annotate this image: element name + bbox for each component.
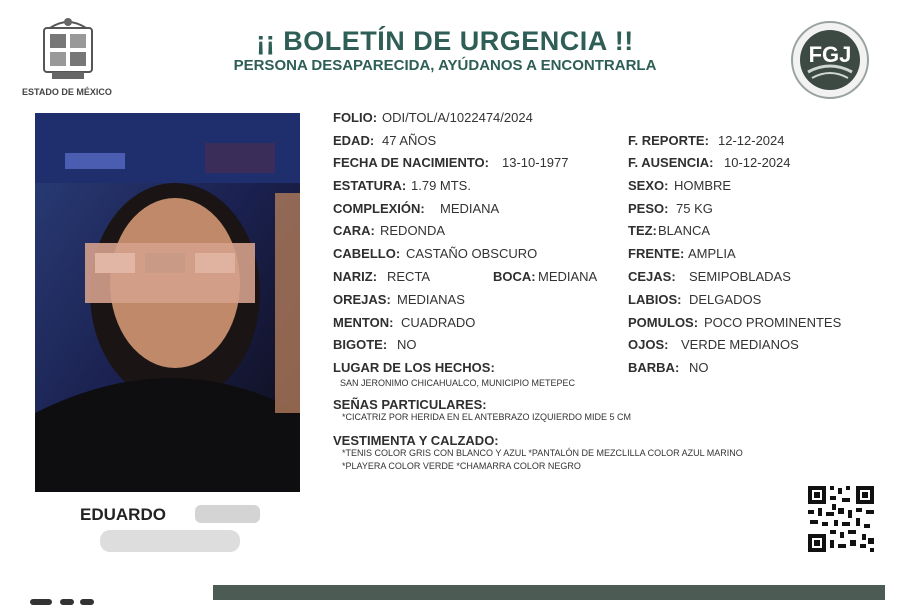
field-value: BLANCA — [658, 223, 711, 238]
field-value: MEDIANAS — [397, 292, 465, 307]
field-value: 12-12-2024 — [718, 133, 785, 148]
field-value: REDONDA — [380, 223, 446, 238]
field-label: BOCA: — [493, 269, 536, 284]
state-coat-of-arms-icon — [38, 14, 98, 82]
field-value: VERDE MEDIANOS — [681, 337, 799, 352]
field-value: 10-12-2024 — [724, 155, 791, 170]
lugar-value: SAN JERONIMO CHICAHUALCO, MUNICIPIO METEPEC — [340, 378, 576, 388]
fgj-logo — [790, 20, 870, 100]
senas-value: *CICATRIZ POR HERIDA EN EL ANTEBRAZO IZQUIERDO MIDE 5 CM — [342, 412, 632, 422]
field-label: CABELLO: — [333, 246, 401, 261]
person-name: EDUARDO — [80, 505, 166, 524]
field-label: MENTON: — [333, 315, 394, 330]
vestimenta-label: VESTIMENTA Y CALZADO: — [333, 433, 499, 448]
field-value: SEMIPOBLADAS — [689, 269, 791, 284]
field-value: MEDIANA — [440, 201, 500, 216]
field-label: F. AUSENCIA: — [628, 155, 714, 170]
field-label: PESO: — [628, 201, 669, 216]
state-label: ESTADO DE MÉXICO — [22, 87, 112, 97]
bulletin-subtitle: PERSONA DESAPARECIDA, AYÚDANOS A ENCONTRARLA — [233, 57, 657, 74]
field-label: COMPLEXIÓN: — [333, 201, 425, 216]
field-value: NO — [397, 337, 417, 352]
field-value: DELGADOS — [689, 292, 762, 307]
field-label: TEZ: — [628, 223, 657, 238]
field-value: AMPLIA — [688, 246, 736, 261]
surname-blur — [100, 530, 240, 552]
field-label: OJOS: — [628, 337, 669, 352]
field-label: BIGOTE: — [333, 337, 388, 352]
field-label: FRENTE: — [628, 246, 685, 261]
field-label: OREJAS: — [333, 292, 391, 307]
field-label: EDAD: — [333, 133, 375, 148]
field-value: 13-10-1977 — [502, 155, 569, 170]
field-value: CASTAÑO OBSCURO — [406, 246, 538, 261]
field-value: 75 KG — [676, 201, 713, 216]
field-label: CARA: — [333, 223, 375, 238]
field-label: BARBA: — [628, 360, 680, 375]
field-value: ODI/TOL/A/1022474/2024 — [382, 110, 533, 125]
field-label: SEXO: — [628, 178, 669, 193]
senas-label: SEÑAS PARTICULARES: — [333, 397, 487, 412]
name-blur — [195, 505, 260, 523]
field-label: ESTATURA: — [333, 178, 407, 193]
lugar-label: LUGAR DE LOS HECHOS: — [333, 360, 495, 375]
field-value: NO — [689, 360, 709, 375]
field-value: RECTA — [387, 269, 431, 284]
field-value: 47 AÑOS — [382, 133, 437, 148]
field-value: HOMBRE — [674, 178, 732, 193]
bulletin-title: ¡¡ BOLETÍN DE URGENCIA !! — [256, 26, 634, 56]
qr-code-icon[interactable] — [806, 484, 876, 554]
person-photo — [35, 113, 300, 492]
vestimenta-line-1: *TENIS COLOR GRIS CON BLANCO Y AZUL *PANTALÓN DE MEZCLILLA COLOR AZUL MARINO — [342, 448, 743, 458]
vestimenta-line-2: *PLAYERA COLOR VERDE *CHAMARRA COLOR NEGRO — [342, 461, 581, 471]
footer-bar — [213, 585, 885, 600]
field-label: LABIOS: — [628, 292, 682, 307]
field-label: FOLIO: — [333, 110, 378, 125]
field-value: 1.79 MTS. — [411, 178, 471, 193]
field-label: F. REPORTE: — [628, 133, 709, 148]
field-value: MEDIANA — [538, 269, 598, 284]
field-label: CEJAS: — [628, 269, 676, 284]
field-label: NARIZ: — [333, 269, 378, 284]
footer-decoration — [30, 592, 100, 600]
field-label: POMULOS: — [628, 315, 699, 330]
field-value: POCO PROMINENTES — [704, 315, 842, 330]
field-value: CUADRADO — [401, 315, 476, 330]
field-label: FECHA DE NACIMIENTO: — [333, 155, 489, 170]
fgj-logo-text: FGJ — [808, 42, 852, 67]
